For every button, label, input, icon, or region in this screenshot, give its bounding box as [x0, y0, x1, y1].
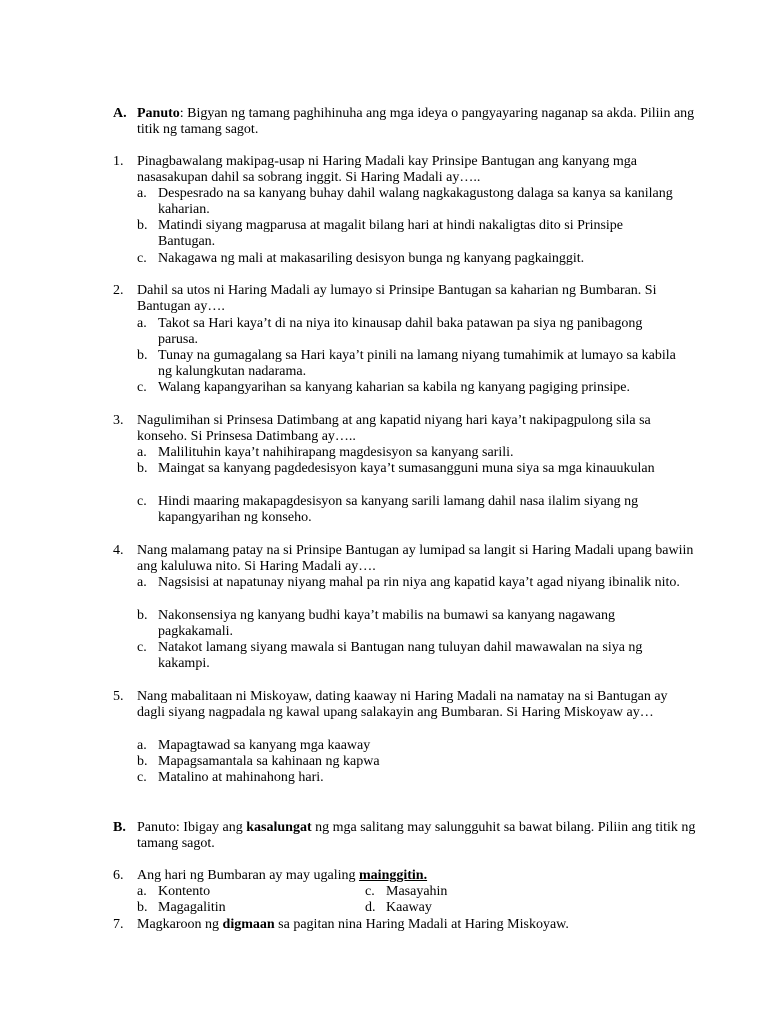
option-letter: a. [137, 884, 147, 899]
option-text: Mapagtawad sa kanyang mga kaaway [158, 738, 371, 753]
option-letter: b. [137, 461, 148, 476]
underlined-word: mainggitin. [359, 868, 428, 883]
option-letter: c. [137, 380, 147, 395]
option-letter: c. [137, 251, 147, 266]
question-number: 6. [113, 868, 124, 883]
section-b-text-before: Panuto: Ibigay ang [137, 820, 247, 835]
question-text-before: Ang hari ng Bumbaran ay may ugaling [137, 868, 360, 883]
question-number: 5. [113, 689, 124, 704]
question-text-after: sa pagitan nina Haring Madali at Haring Miskoyaw. [274, 917, 569, 932]
question-number: 7. [113, 917, 124, 932]
section-b-bold-word: kasalungat [246, 820, 312, 835]
question-text [137, 868, 697, 884]
option-text: Matalino at mahinahong hari. [158, 770, 324, 785]
option-text: Maingat sa kanyang pagdedesisyon kaya’t sumasangguni muna siya sa mga kinauukulan [158, 461, 655, 476]
option-letter: c. [137, 640, 147, 655]
option-letter: c. [137, 494, 147, 509]
option-text: Malilituhin kaya’t nahihirapang magdesisyon sa kanyang sarili. [158, 445, 514, 460]
option-letter: b. [137, 754, 148, 769]
option-text: Nakagawa ng mali at makasariling desisyon bunga ng kanyang pagkainggit. [158, 251, 585, 266]
option-text: Walang kapangyarihan sa kanyang kaharian sa kabila ng kanyang pagiging prinsipe. [158, 380, 630, 395]
section-a-letter: A. [113, 106, 127, 121]
option-text: Matindi siyang magparusa at magalit bilang hari at hindi nakaligtas dito si Prinsipe Bantugan. [158, 218, 624, 249]
question-text-before: Magkaroon ng [137, 917, 223, 932]
question-number: 2. [113, 283, 124, 298]
question-number: 3. [113, 413, 124, 428]
section-a-instructions [137, 106, 697, 138]
option-letter: a. [137, 445, 147, 460]
question-text: Nang malamang patay na si Prinsipe Bantugan ay lumipad sa langit si Haring Madali upang bawiin ang kaluluwa nito. Si Haring Madali ay…. [137, 543, 694, 574]
question-text [137, 917, 697, 933]
question-text: Nang mabalitaan ni Miskoyaw, dating kaaway ni Haring Madali na namatay na si Bantugan ay dagli siyang nagpadala ng kawal upang salakayin ang Bumbaran. Si Haring Miskoyaw ay… [137, 689, 668, 720]
option-text: Tunay na gumagalang sa Hari kaya’t pinili na lamang niyang tumahimik at lumayo sa kabila ng kalungkutan nadarama. [158, 348, 676, 379]
option-text: Kontento [158, 884, 211, 899]
section-b-instructions [137, 820, 697, 852]
question-text: Pinagbawalang makipag-usap ni Haring Madali kay Prinsipe Bantugan ang kanyang mga nasasakupan dahil sa sobrang inggit. Si Haring Madali ay….. [137, 154, 637, 185]
option-text: Nagsisisi at napatunay niyang mahal pa rin niya ang kapatid kaya’t agad niyang ibinalik nito. [158, 575, 680, 590]
section-a-label: Panuto [137, 106, 180, 121]
question-text: Nagulimihan si Prinsesa Datimbang at ang kapatid niyang hari kaya’t nakipagpulong sila sa konseho. Si Prinsesa Datimbang ay….. [137, 413, 651, 444]
option-text: Takot sa Hari kaya’t di na niya ito kinausap dahil baka patawan pa siya ng panibagong parusa. [158, 316, 643, 347]
option-letter: b. [137, 348, 148, 363]
section-a-text: : Bigyan ng tamang paghihinuha ang mga ideya o pangyayaring naganap sa akda. Piliin ang titik ng tamang sagot. [137, 106, 695, 137]
option-text: Despesrado na sa kanyang buhay dahil walang nagkakagustong dalaga sa kanya sa kanilang kaharian. [158, 186, 673, 217]
option-letter: a. [137, 186, 147, 201]
option-letter: d. [365, 900, 376, 915]
option-letter: a. [137, 738, 147, 753]
target-word: digmaan [222, 917, 275, 932]
option-text: Hindi maaring makapagdesisyon sa kanyang sarili lamang dahil nasa ilalim siyang ng kapangyarihan ng konseho. [158, 494, 639, 525]
option-letter: c. [365, 884, 375, 899]
option-letter: b. [137, 608, 148, 623]
option-text: Mapagsamantala sa kahinaan ng kapwa [158, 754, 380, 769]
option-letter: b. [137, 900, 148, 915]
option-letter: c. [137, 770, 147, 785]
section-b-text-after: ng mga salitang may salungguhit sa bawat bilang. Piliin ang titik ng tamang sagot. [137, 820, 696, 851]
question-number: 1. [113, 154, 124, 169]
section-b-letter: B. [113, 820, 126, 835]
option-letter: b. [137, 218, 148, 233]
option-letter: a. [137, 575, 147, 590]
option-text: Kaaway [386, 900, 432, 915]
question-number: 4. [113, 543, 124, 558]
question-text: Dahil sa utos ni Haring Madali ay lumayo si Prinsipe Bantugan sa kaharian ng Bumbaran. Si Bantugan ay…. [137, 283, 657, 314]
option-text: Magagalitin [158, 900, 226, 915]
option-text: Masayahin [386, 884, 448, 899]
option-letter: a. [137, 316, 147, 331]
option-text: Natakot lamang siyang mawala si Bantugan nang tuluyan dahil mawawalan na siya ng kakampi. [158, 640, 643, 671]
option-text: Nakonsensiya ng kanyang budhi kaya’t mabilis na bumawi sa kanyang nagawang pagkakamali. [158, 608, 615, 639]
